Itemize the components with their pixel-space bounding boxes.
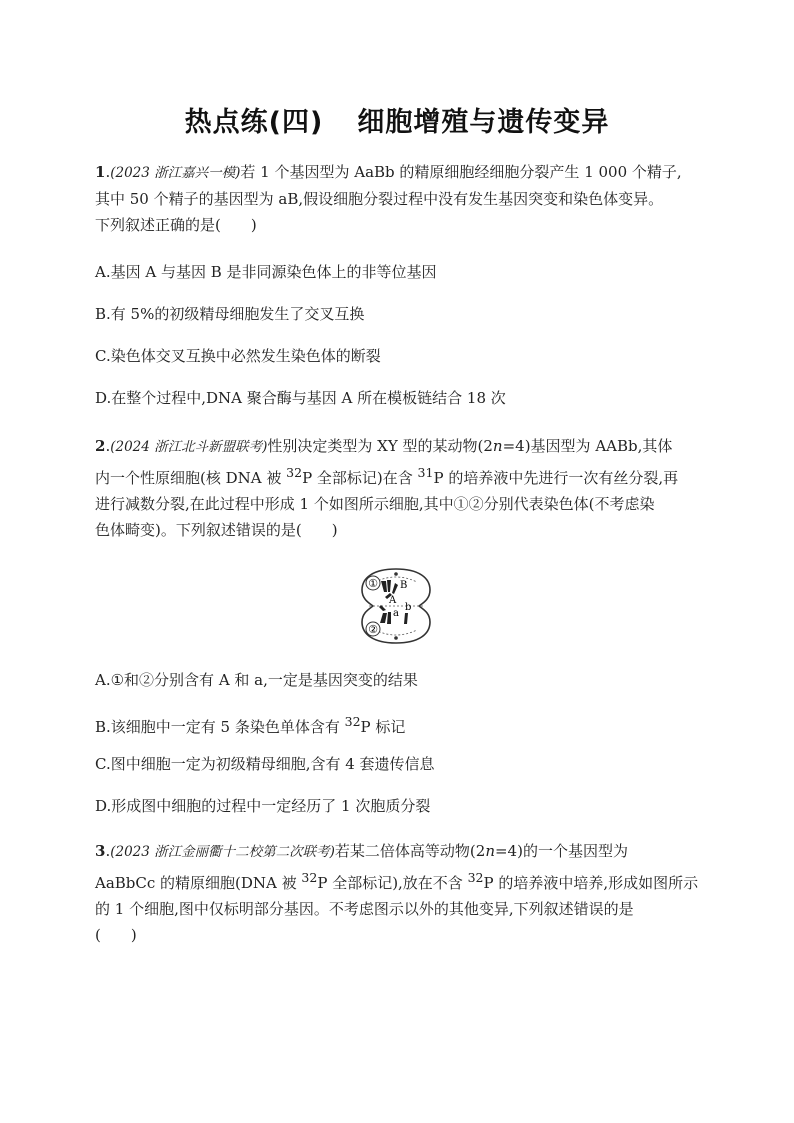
q3-italic-n: n [485, 842, 495, 860]
question-source: (2023 浙江金丽衢十二校第二次联考) [110, 844, 335, 860]
q2-italic-n: n [492, 437, 503, 455]
q3-line2 [95, 865, 707, 896]
spindle-bottom [375, 630, 417, 635]
q1-option-d: D.在整个过程中,DNA 聚合酶与基因 A 所在模板链结合 18 次 [95, 389, 506, 407]
q3-text-2a: AaBbCc 的精原细胞(DNA 被 [95, 874, 302, 892]
q3-sup-1: 32 [301, 870, 318, 885]
q2-option-b-text-2: P 标记 [360, 718, 406, 736]
q2-text-2a: 内一个性原细胞(核 DNA 被 [95, 469, 287, 487]
q2-option-d: D.形成图中细胞的过程中一定经历了 1 次胞质分裂 [95, 797, 431, 815]
gene-label-b: b [405, 602, 412, 613]
q1-option-c: C.染色体交叉互换中必然发生染色体的断裂 [95, 347, 381, 365]
chromosome-label-1: ① [368, 577, 378, 590]
q3-text-1b: =4)的一个基因型为 [494, 842, 628, 860]
q1-text-1: 若 1 个基因型为 AaBb 的精原细胞经细胞分裂产生 1 000 个精子, [240, 163, 682, 181]
cell-division-figure [357, 566, 435, 646]
centrosome-top [394, 572, 398, 576]
q1-option-a: A.基因 A 与基因 B 是非同源染色体上的非等位基因 [95, 263, 437, 281]
q2-line4: 色体畸变)。下列叙述错误的是( ) [95, 521, 338, 539]
question-3-stem [95, 838, 707, 948]
question-source: (2024 浙江北斗新盟联考) [110, 439, 268, 455]
q3-sup-2: 32 [467, 870, 484, 885]
q1-line2: 其中 50 个精子的基因型为 aB,假设细胞分裂过程中没有发生基因突变和染色体变异。 [95, 190, 664, 208]
q2-text-2b: P 全部标记)在含 [302, 469, 418, 487]
q3-line3: 的 1 个细胞,图中仅标明部分基因。不考虑图示以外的其他变异,下列叙述错误的是 [95, 900, 634, 918]
question-2-stem [95, 433, 707, 543]
q2-line3: 进行减数分裂,在此过程中形成 1 个如图所示细胞,其中①②分别代表染色体(不考虑染 [95, 495, 655, 513]
title-part2: 细胞增殖与遗传变异 [357, 107, 610, 138]
q2-option-b-text: B.该细胞中一定有 5 条染色单体含有 [95, 718, 345, 736]
q3-text-2b: P 全部标记),放在不含 [317, 874, 468, 892]
question-source: (2023 浙江嘉兴一模) [110, 165, 241, 181]
q3-line1: 3.(2023 浙江金丽衢十二校第二次联考)若某二倍体高等动物(2n=4)的一个基因型为 [95, 842, 628, 860]
q1-line1: 1.(2023 浙江嘉兴一模)若 1 个基因型为 AaBb 的精原细胞经细胞分裂产生 1 000 个精子, [95, 163, 682, 181]
gene-label-B: B [400, 580, 408, 591]
title-part1: 热点练(四) [184, 107, 324, 138]
q2-option-b-sup: 32 [344, 714, 361, 729]
question-1-stem [95, 159, 707, 238]
question-number: 2 [95, 437, 106, 455]
q2-line2 [95, 460, 707, 491]
q3-text-1a: 若某二倍体高等动物(2 [334, 842, 486, 860]
q2-option-b [95, 712, 405, 737]
gene-label-A: A [389, 595, 397, 606]
q2-text-1b: =4)基因型为 AABb,其体 [502, 437, 673, 455]
question-number: 1 [95, 163, 106, 181]
chromosome-label-2: ② [368, 623, 378, 636]
q2-option-a: A.①和②分别含有 A 和 a,一定是基因突变的结果 [95, 671, 418, 689]
q2-line1: 2.(2024 浙江北斗新盟联考)性别决定类型为 XY 型的某动物(2n=4)基因型为 AABb,其体 [95, 437, 673, 455]
q3-line4: ( ) [95, 926, 137, 944]
q2-sup-2: 31 [417, 465, 434, 480]
question-number: 3 [95, 842, 106, 860]
q1-line3: 下列叙述正确的是( ) [95, 216, 257, 234]
q2-option-c: C.图中细胞一定为初级精母细胞,含有 4 套遗传信息 [95, 755, 435, 773]
q3-text-2c: P 的培养液中培养,形成如图所示 [483, 874, 699, 892]
centrosome-bottom [394, 636, 398, 640]
q2-text-2c: P 的培养液中先进行一次有丝分裂,再 [433, 469, 679, 487]
q2-text-1a: 性别决定类型为 XY 型的某动物(2 [267, 437, 493, 455]
page-title [0, 100, 794, 139]
gene-label-a: a [393, 608, 399, 619]
q1-option-b: B.有 5%的初级精母细胞发生了交叉互换 [95, 305, 365, 323]
q2-sup-1: 32 [286, 465, 303, 480]
